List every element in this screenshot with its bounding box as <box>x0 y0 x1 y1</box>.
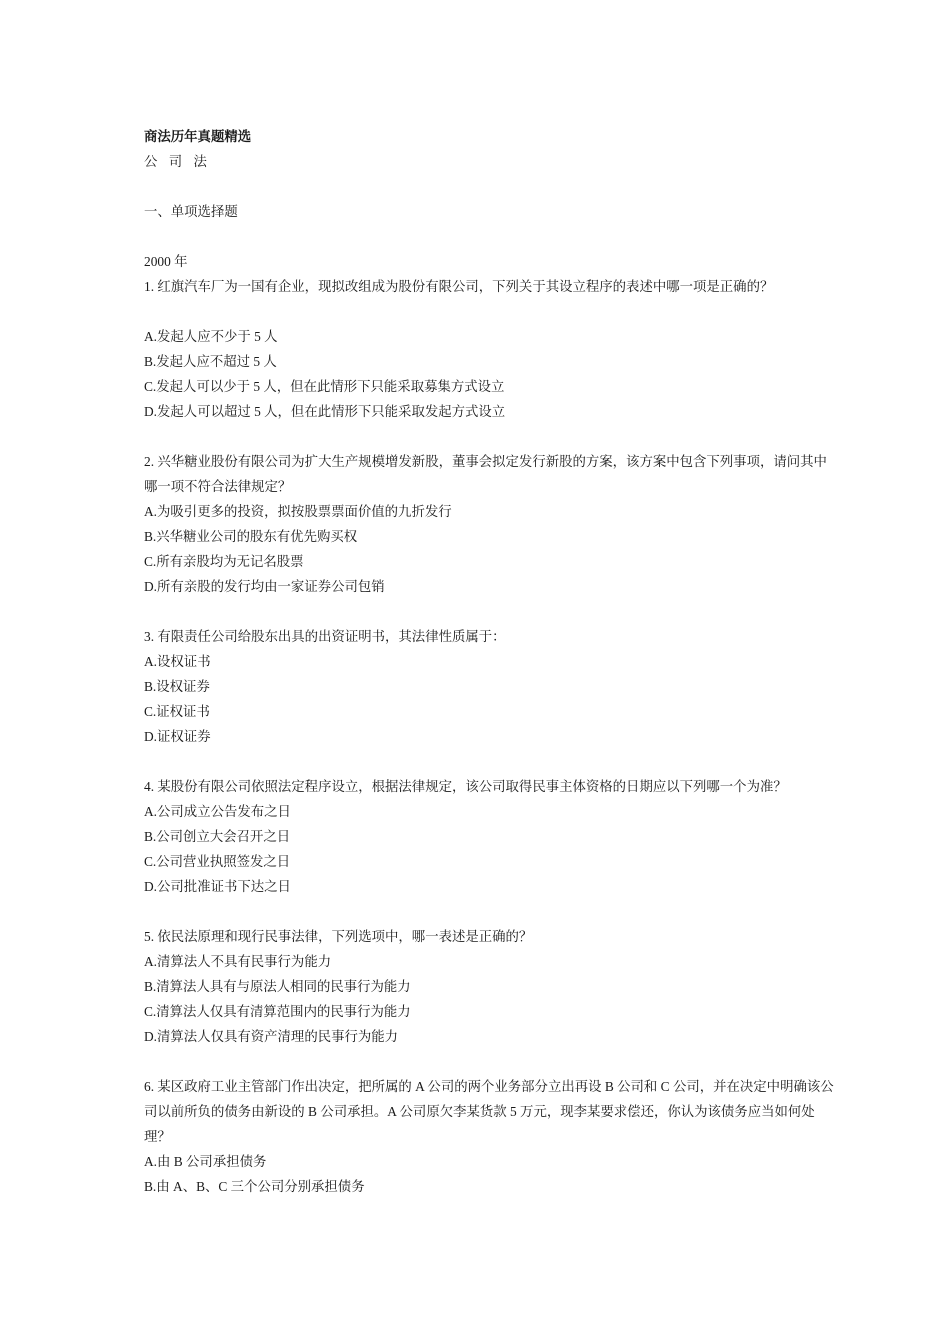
option-c: C.证权证书 <box>144 704 210 719</box>
document-subtitle: 公 司 法 <box>144 154 211 169</box>
question-2 <box>144 449 834 599</box>
document-title: 商法历年真题精选 <box>144 129 252 144</box>
question-4 <box>144 774 834 899</box>
option-b: B.由 A、B、C 三个公司分别承担债务 <box>144 1179 365 1194</box>
option-b: B.发起人应不超过 5 人 <box>144 354 277 369</box>
option-a: A.由 B 公司承担债务 <box>144 1154 267 1169</box>
option-a: A.设权证书 <box>144 654 211 669</box>
option-b: B.清算法人具有与原法人相同的民事行为能力 <box>144 979 411 994</box>
question-5 <box>144 924 834 1049</box>
option-c: C.公司营业执照签发之日 <box>144 854 291 869</box>
option-b: B.兴华糖业公司的股东有优先购买权 <box>144 529 358 544</box>
option-d: D.发起人可以超过 5 人，但在此情形下只能采取发起方式设立 <box>144 404 506 419</box>
section-heading: 一、单项选择题 <box>144 204 238 219</box>
option-a: A.清算法人不具有民事行为能力 <box>144 954 332 969</box>
question-stem: 6. 某区政府工业主管部门作出决定，把所属的 A 公司的两个业务部分立出再设 B 公司和 C 公司，并在决定中明确该公司以前所负的债务由新设的 B 公司承担。A 公司原欠李某货款 5 万元，现李某要求偿还，你认为该债务应当如何处理？ <box>144 1079 834 1144</box>
question-stem: 2. 兴华糖业股份有限公司为扩大生产规模增发新股，董事会拟定发行新股的方案，该方案中包含下列事项，请问其中哪一项不符合法律规定？ <box>144 454 827 494</box>
option-d: D.清算法人仅具有资产清理的民事行为能力 <box>144 1029 399 1044</box>
question-stem: 4. 某股份有限公司依照法定程序设立，根据法律规定，该公司取得民事主体资格的日期应以下列哪一个为准？ <box>144 779 787 794</box>
option-d: D.所有亲股的发行均由一家证券公司包销 <box>144 579 385 594</box>
question-stem: 3. 有限责任公司给股东出具的出资证明书，其法律性质属于： <box>144 629 506 644</box>
option-b: B.公司创立大会召开之日 <box>144 829 291 844</box>
question-3 <box>144 624 834 749</box>
option-c: C.发起人可以少于 5 人，但在此情形下只能采取募集方式设立 <box>144 379 505 394</box>
option-a: A.发起人应不少于 5 人 <box>144 329 278 344</box>
option-d: D.证权证券 <box>144 729 211 744</box>
question-1 <box>144 274 834 424</box>
question-stem: 1. 红旗汽车厂为一国有企业，现拟改组成为股份有限公司，下列关于其设立程序的表述中哪一项是正确的？ <box>144 279 774 294</box>
option-d: D.公司批准证书下达之日 <box>144 879 291 894</box>
option-a: A.公司成立公告发布之日 <box>144 804 291 819</box>
option-c: C.所有亲股均为无记名股票 <box>144 554 304 569</box>
question-6 <box>144 1074 834 1199</box>
option-a: A.为吸引更多的投资，拟按股票票面价值的九折发行 <box>144 504 452 519</box>
year-label: 2000 年 <box>144 254 188 269</box>
question-stem: 5. 依民法原理和现行民事法律，下列选项中，哪一表述是正确的？ <box>144 929 533 944</box>
option-c: C.清算法人仅具有清算范围内的民事行为能力 <box>144 1004 411 1019</box>
document-body <box>144 124 834 1199</box>
option-b: B.设权证券 <box>144 679 210 694</box>
